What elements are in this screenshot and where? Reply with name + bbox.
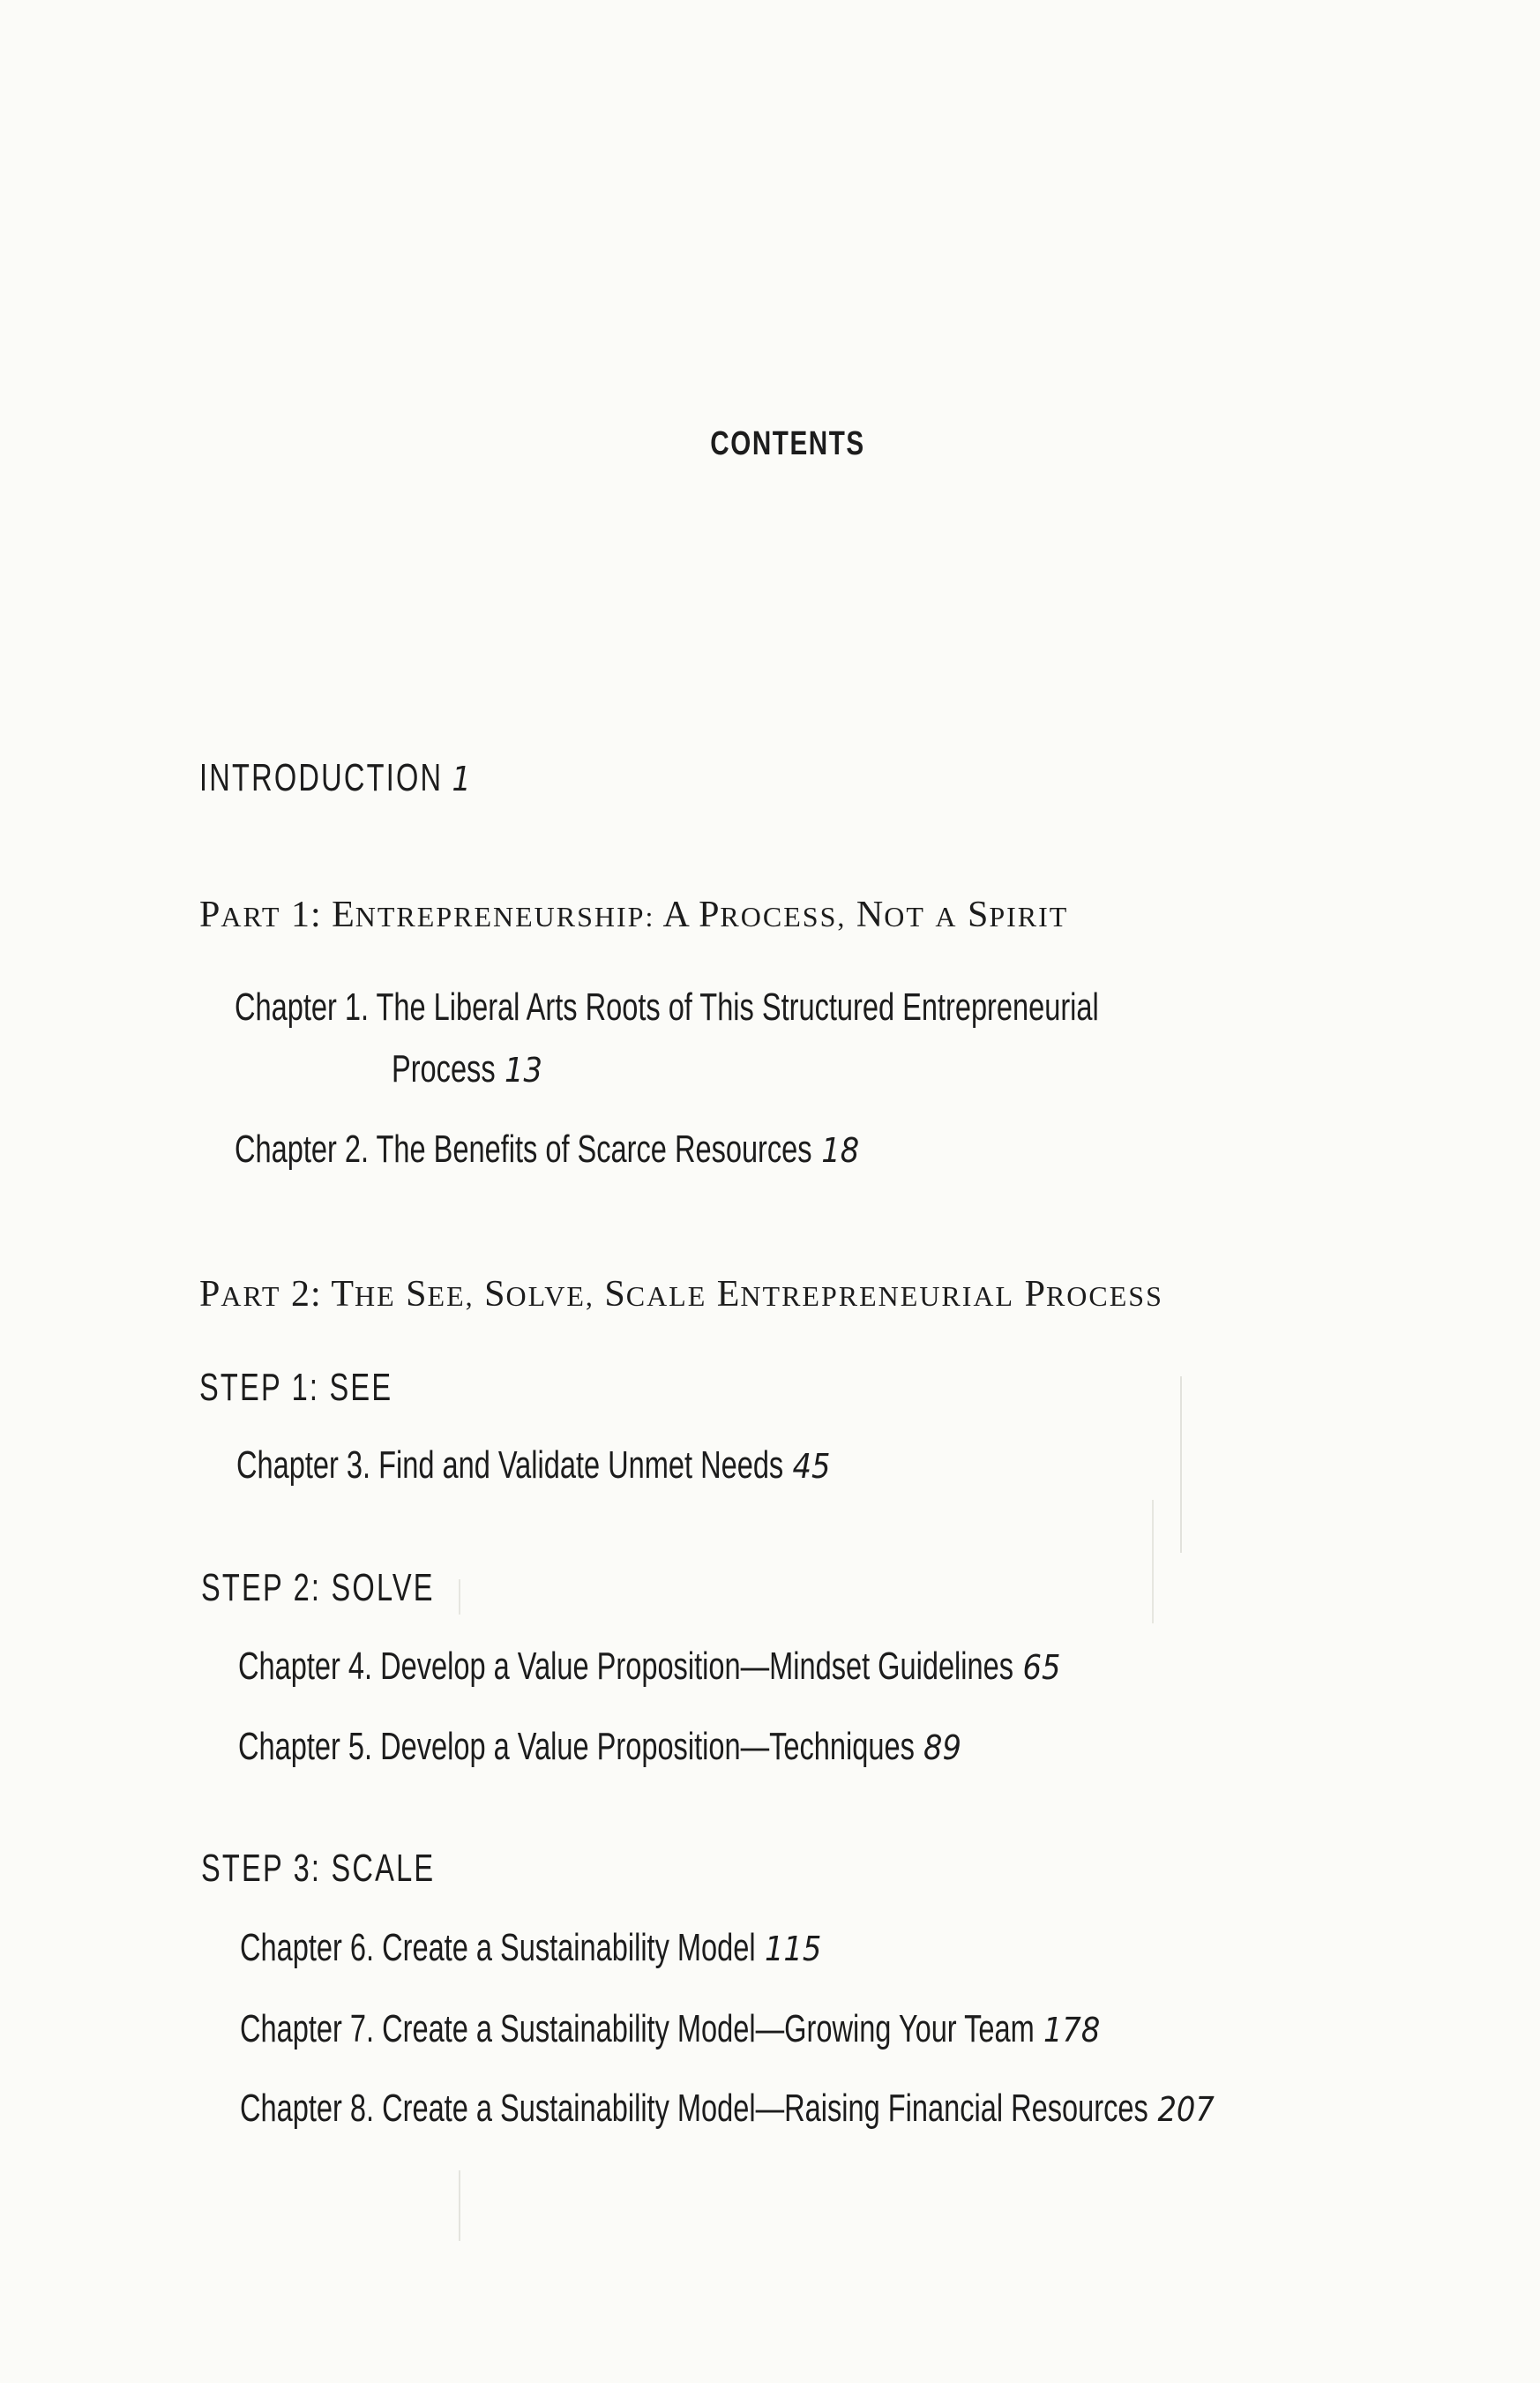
chapter-label: Chapter 2.: [235, 1128, 370, 1171]
scan-artifact: [459, 2170, 460, 2241]
chapter-label: Chapter 5.: [238, 1725, 373, 1768]
scan-artifact: [1152, 1500, 1154, 1623]
page-number: 45: [792, 1447, 831, 1486]
step-1-heading: STEP 1: SEE: [199, 1366, 393, 1409]
chapter-title-continued: Process: [392, 1047, 496, 1090]
chapter-title: Find and Validate Unmet Needs: [378, 1443, 784, 1487]
chapter-label: Chapter 6.: [240, 1926, 375, 1969]
toc-entry-introduction[interactable]: [199, 756, 474, 800]
toc-entry-chapter-2[interactable]: [235, 1128, 859, 1172]
chapter-title: Create a Sustainability Model—Growing Your Team: [382, 2007, 1035, 2050]
page-number: 65: [1022, 1648, 1061, 1687]
page-number: 115: [764, 1930, 822, 1968]
chapter-title: Create a Sustainability Model—Raising Financial Resources: [382, 2087, 1148, 2130]
chapter-label: Chapter 1.: [235, 985, 370, 1029]
part-1-heading: PART 1: ENTREPRENEURSHIP: A PROCESS, NOT A SPIRIT: [199, 895, 1069, 935]
toc-entry-chapter-7[interactable]: [240, 2007, 1101, 2051]
toc-entry-chapter-1-continued[interactable]: [392, 1047, 542, 1091]
chapter-title: The Benefits of Scarce Resources: [376, 1128, 812, 1171]
step-2-heading: STEP 2: SOLVE: [201, 1566, 435, 1609]
chapter-title: The Liberal Arts Roots of This Structured Entrepreneurial: [376, 985, 1099, 1029]
chapter-label: Chapter 8.: [240, 2087, 375, 2130]
chapter-title: Develop a Value Proposition—Mindset Guidelines: [380, 1645, 1014, 1688]
entry-label: INTRODUCTION: [199, 756, 444, 799]
chapter-label: Chapter 7.: [240, 2007, 375, 2050]
toc-entry-chapter-8[interactable]: [240, 2087, 1215, 2131]
page-number: 207: [1157, 2090, 1215, 2129]
scan-artifact: [459, 1579, 460, 1615]
page-number: 178: [1043, 2011, 1101, 2050]
chapter-title: Develop a Value Proposition—Techniques: [380, 1725, 915, 1768]
toc-entry-chapter-1[interactable]: [235, 985, 1099, 1030]
toc-entry-chapter-4[interactable]: [238, 1645, 1061, 1689]
chapter-label: Chapter 4.: [238, 1645, 373, 1688]
toc-entry-chapter-5[interactable]: [238, 1725, 962, 1769]
page-number: 18: [820, 1131, 859, 1170]
part-2-heading: PART 2: THE SEE, SOLVE, SCALE ENTREPRENEURIAL PROCESS: [199, 1274, 1163, 1315]
scan-artifact: [1180, 1376, 1182, 1553]
toc-entry-chapter-6[interactable]: [240, 1926, 822, 1970]
page-number: 13: [504, 1051, 542, 1090]
chapter-label: Chapter 3.: [236, 1443, 371, 1487]
page-number: 89: [923, 1728, 962, 1767]
page-number: 1: [452, 760, 474, 798]
toc-entry-chapter-3[interactable]: [236, 1443, 831, 1488]
chapter-title: Create a Sustainability Model: [382, 1926, 756, 1969]
page-title: CONTENTS: [710, 425, 865, 462]
step-3-heading: STEP 3: SCALE: [201, 1847, 436, 1890]
